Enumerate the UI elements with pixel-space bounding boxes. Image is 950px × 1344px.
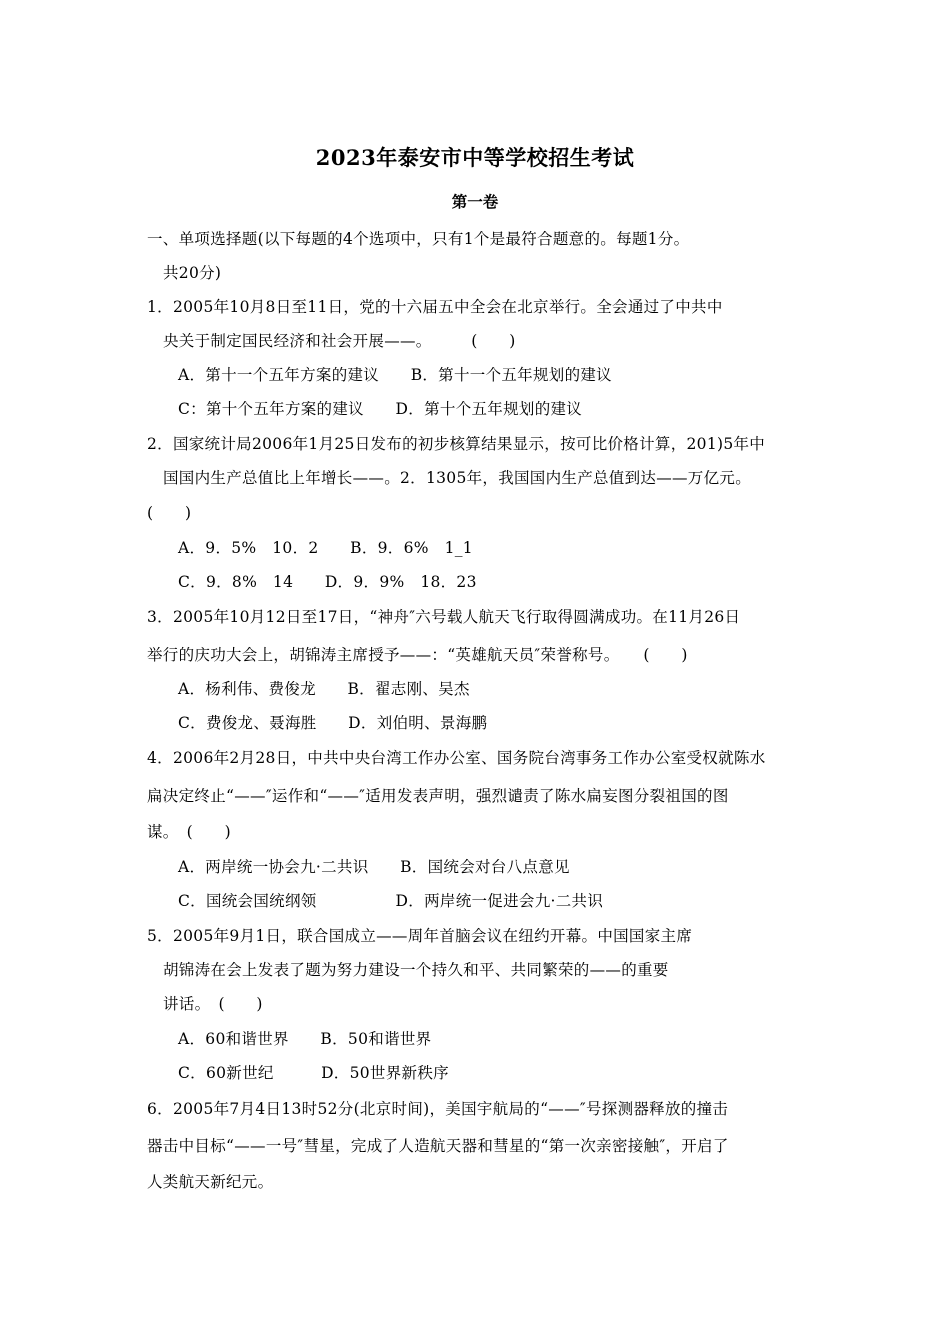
question-3-line-1: 3．2005年10月12日至17日，“神舟″六号载人航天飞行取得圆满成功。在11月26日 (147, 608, 741, 626)
question-6-line-3: 人类航天新纪元。 (147, 1173, 274, 1191)
page-title: 2023年泰安市中等学校招生考试 (315, 145, 635, 170)
question-3-option-ab: A．杨利伟、费俊龙 B．翟志刚、吴杰 (178, 680, 470, 698)
question-2-option-cd: C．9．8% 14 D．9．9% 18．23 (178, 573, 477, 591)
question-6-line-1: 6．2005年7月4日13时52分(北京时间)，美国宇航局的“——″号探测器释放的撞击 (147, 1100, 729, 1118)
question-5-option-cd: C．60新世纪 D．50世界新秩序 (178, 1064, 449, 1082)
question-5-line-1: 5．2005年9月1日，联合国成立——周年首脑会议在纽约开幕。中国国家主席 (147, 927, 693, 945)
question-3-option-cd: C．费俊龙、聂海胜 D．刘伯明、景海鹏 (178, 714, 488, 732)
question-4-option-ab: A．两岸统一协会九·二共识 B．国统会对台八点意见 (178, 858, 570, 876)
question-6-line-2: 器击中目标“——一号″彗星，完成了人造航天器和彗星的“第一次亲密接触″，开启了 (147, 1137, 729, 1155)
question-2-line-2: 国国内生产总值比上年增长——。2．1305年，我国国内生产总值到达——万亿元。 (163, 469, 752, 487)
question-4-line-2: 扁决定终止“——″运作和“——″适用发表声明，强烈谴责了陈水扁妄图分裂祖国的图 (147, 787, 729, 805)
question-5-line-3: 讲话。 ( ) (163, 995, 263, 1013)
volume-heading: 第一卷 (451, 192, 499, 211)
question-5-line-2: 胡锦涛在会上发表了题为努力建设一个持久和平、共同繁荣的——的重要 (163, 961, 669, 979)
question-1-line-2: 央关于制定国民经济和社会开展——。 ( ) (163, 332, 516, 350)
question-1-option-ab: A．第十一个五年方案的建议 B．第十一个五年规划的建议 (178, 366, 612, 384)
question-1-option-cd: C：第十个五年方案的建议 D．第十个五年规划的建议 (178, 400, 583, 418)
question-4-line-3: 谋。 ( ) (147, 823, 231, 841)
question-1-line-1: 1．2005年10月8日至11日，党的十六届五中全会在北京举行。全会通过了中共中 (147, 298, 723, 316)
question-2-line-3: ( ) (147, 504, 192, 522)
question-4-option-cd: C．国统会国统纲领 D．两岸统一促进会九·二共识 (178, 892, 604, 910)
question-2-line-1: 2．国家统计局2006年1月25日发布的初步核算结果显示，按可比价格计算，201)5年中 (147, 435, 766, 453)
question-2-option-ab: A．9．5% 10．2 B．9．6% 1_1 (178, 539, 473, 557)
question-5-option-ab: A．60和谐世界 B．50和谐世界 (178, 1030, 432, 1048)
section-heading: 一、单项选择题(以下每题的4个选项中，只有1个是最符合题意的。每题1分。 (147, 230, 690, 248)
section-heading-cont: 共20分) (163, 264, 222, 282)
question-4-line-1: 4．2006年2月28日，中共中央台湾工作办公室、国务院台湾事务工作办公室受权就陈水 (147, 749, 766, 767)
question-3-line-2: 举行的庆功大会上，胡锦涛主席授予——：“英雄航天员″荣誉称号。 ( ) (147, 646, 688, 664)
